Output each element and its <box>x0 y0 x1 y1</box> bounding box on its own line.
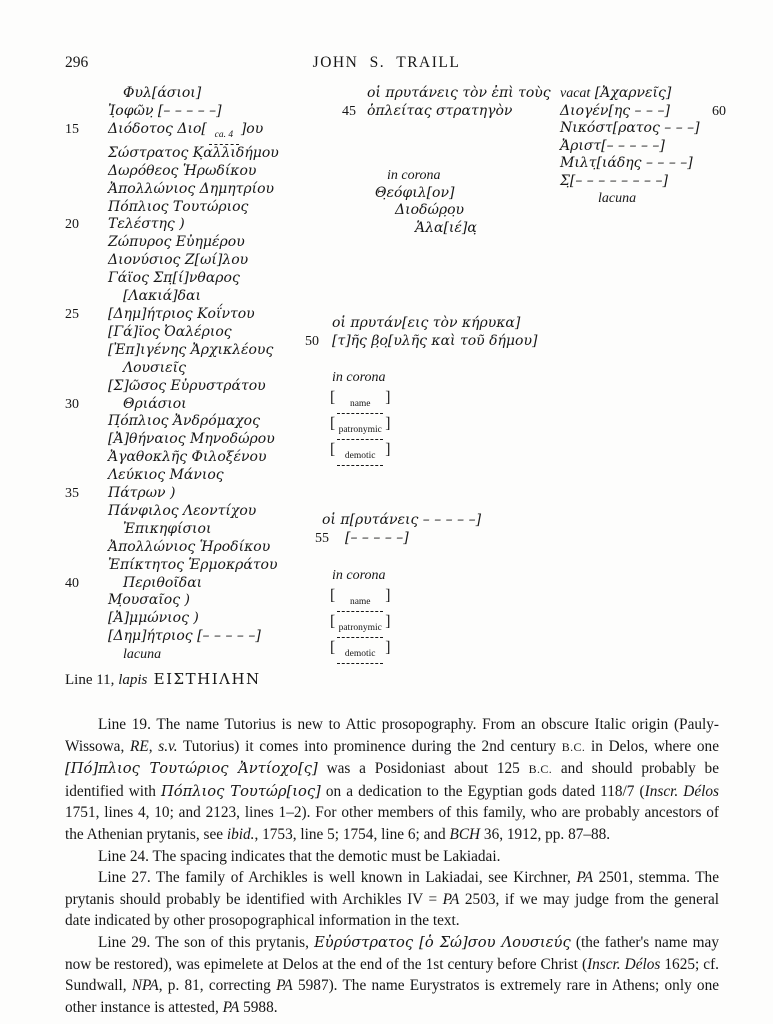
inscription-line <box>65 485 327 503</box>
commentary-paragraph-line-19 <box>65 714 719 846</box>
inscription-line <box>65 360 327 378</box>
text-segment: ]ου <box>240 120 264 137</box>
line-text <box>123 646 327 664</box>
line-number: 30 <box>65 396 79 412</box>
text-segment: , p. 81, correcting <box>158 977 277 995</box>
text-segment: Line 19. The name Tutorius is new to Attic prosopography. From an obscure Italic origin (Pauly-Wissowa, <box>65 716 719 755</box>
inscription-lines-left <box>65 85 327 664</box>
line-text <box>560 138 772 156</box>
text-segment: Ἐπικηφίσιοι <box>123 520 212 537</box>
heading-hoplite-general <box>305 85 551 120</box>
text-segment: 2503, if we may judge from the general date indicated by other prosopographical information in the text. <box>65 890 719 930</box>
commentary-paragraph-line-29 <box>65 932 719 1018</box>
line-text <box>108 145 327 163</box>
line-text <box>108 199 327 217</box>
inscription-line <box>305 530 543 548</box>
inscription-line <box>560 155 772 173</box>
inscription-line <box>305 368 543 388</box>
bracket-stack-annotation <box>337 598 383 612</box>
inscription-line <box>65 181 327 199</box>
text-segment: Ἁλα[ιέ]α̣ <box>415 219 477 236</box>
apparatus-note-line-11 <box>65 670 327 689</box>
inscription-line <box>65 103 327 121</box>
line-text <box>332 566 543 586</box>
stack-label: patronymic <box>338 623 382 634</box>
text-segment: Σ̣[– – – – – – – –] <box>560 172 668 189</box>
line-number: 15 <box>65 121 79 137</box>
inscription-line <box>65 378 327 396</box>
heading-prytaneis-third <box>305 512 543 547</box>
text-segment: in corona <box>332 568 386 583</box>
text-segment: Μιλτ̣[ιάδης – – – –] <box>560 155 693 171</box>
inscription-line <box>65 431 327 449</box>
inscription-line <box>560 120 772 138</box>
text-segment: [– – – – –] <box>345 529 409 546</box>
inscription-line <box>305 315 543 333</box>
text-segment: Μ̣ουσαῖος ) <box>108 592 190 609</box>
stack-dashes <box>337 659 383 664</box>
text-segment: PA <box>442 890 460 908</box>
inscription-line <box>65 592 327 610</box>
line-text <box>108 216 327 234</box>
inscription-line <box>65 288 327 306</box>
text-segment: Περιθοῖδαι <box>123 574 203 591</box>
line-number-right: 60 <box>712 103 726 119</box>
line-text <box>560 173 772 191</box>
line-text <box>123 360 327 378</box>
text-segment: 1625; cf. Sundwall, <box>65 955 719 995</box>
line-text <box>560 85 772 103</box>
line-text <box>395 202 543 220</box>
line-text <box>108 324 327 342</box>
inscription-line <box>65 610 327 628</box>
stack-dashes <box>337 461 383 466</box>
inscription-line <box>65 413 327 431</box>
text-segment: ibid. <box>226 825 255 843</box>
inscription-line <box>65 252 327 270</box>
line-text <box>108 431 327 449</box>
line-number: 35 <box>65 486 79 502</box>
inscription-line <box>65 503 327 521</box>
text-segment: Ἀπολλώνιος Δημητρίου <box>108 180 275 197</box>
line-text <box>108 628 327 646</box>
text-segment: [ <box>330 441 336 459</box>
inscription-line <box>305 333 543 351</box>
text-segment: Line 27. The family of Archikles is well known in Lakiadai, see Kirchner, <box>98 869 577 887</box>
line-text <box>108 163 327 181</box>
text-segment: 1751, lines 4, 10; and 2123, lines 1–2). For other members of this family, who are probably ancestors of the Athenian prytanis, see <box>65 804 719 843</box>
line-text <box>108 103 327 121</box>
text-segment: , 1753, line 5; 1754, line 6; and <box>254 825 450 843</box>
text-segment: [Ἐπ]ιγένης Ἀρχικλέους <box>108 341 274 358</box>
line-text <box>108 539 327 557</box>
text-segment: [Γά]ϊος Ὀαλέριος <box>108 323 232 340</box>
inscription-line <box>65 575 327 593</box>
text-segment: B.C. <box>528 762 553 777</box>
inscription-line <box>65 467 327 485</box>
text-segment: Line 29. The son of this prytanis, <box>98 933 315 951</box>
bracket-stack-annotation <box>337 624 383 638</box>
inscription-line <box>65 342 327 360</box>
stack-label: name <box>349 597 371 608</box>
inscription-line <box>560 138 772 156</box>
line-number: 45 <box>342 103 356 119</box>
line-text <box>108 121 327 145</box>
text-segment: s.v. <box>158 737 178 755</box>
line-text <box>415 220 543 238</box>
text-segment: ] <box>385 415 391 433</box>
inscription-line <box>305 638 543 664</box>
inscription-line <box>65 306 327 324</box>
text-segment: (the father's name may now be restored), was epimelete at Delos at the end of the 1st century before Christ ( <box>65 933 719 973</box>
text-segment: [Ἀχαρνεῖς] <box>590 85 672 101</box>
line-text <box>330 586 543 612</box>
text-segment: [ <box>330 639 336 657</box>
line-text <box>330 612 543 638</box>
inscription-line <box>65 163 327 181</box>
inscription-line <box>560 103 772 121</box>
text-segment: [ <box>330 389 336 407</box>
text-segment: 5987). The name Eurystratos is extremely rare in Athens; only one other instance is attested, <box>65 977 720 1016</box>
line-text <box>108 557 327 575</box>
line-text <box>108 234 327 252</box>
text-segment: [Δημ]ήτριος Κοΐντου <box>108 305 255 322</box>
text-segment: [ <box>330 415 336 433</box>
text-segment: ὁπλείτας στρατηγὸν <box>367 102 513 119</box>
line-text <box>123 521 327 539</box>
inscription-line <box>305 440 543 466</box>
line-text <box>367 103 543 121</box>
inscription-line <box>65 396 327 414</box>
line-text <box>123 85 327 103</box>
text-segment: on a dedication to the Egyptian gods dated 118/7 ( <box>320 782 645 800</box>
commentary-section <box>65 714 719 1018</box>
text-segment: in corona <box>387 168 441 183</box>
text-segment: Π̣όπλιος Ἀνδρόμαχος <box>108 413 260 430</box>
inscription-column-middle <box>305 85 551 705</box>
inscription-line <box>65 121 327 145</box>
line-number: 55 <box>315 530 329 546</box>
inscription-line <box>305 202 543 220</box>
text-segment: ] <box>385 613 391 631</box>
text-segment: Ἰ̣οφῶν̣ [– – – – –] <box>108 102 222 119</box>
line-text <box>332 368 543 388</box>
line-text <box>330 440 543 466</box>
text-segment: in Delos, where one <box>585 737 719 755</box>
line-text <box>367 85 551 103</box>
text-segment: Λουσιεῖς <box>123 359 186 376</box>
inscription-line <box>560 85 772 103</box>
text-segment: B.C. <box>561 739 586 754</box>
text-segment: PA <box>276 977 293 995</box>
text-segment: [ <box>330 587 336 605</box>
text-segment: ] <box>385 639 391 657</box>
text-segment: Διογέν[ης – – –] <box>560 102 670 119</box>
inscription-line <box>65 216 327 234</box>
line-number: 40 <box>65 575 79 591</box>
commentary-paragraph-line-27 <box>65 867 719 932</box>
inscription-line <box>65 521 327 539</box>
text-segment: [Πό]πλιος Τουτώριος Ἀντίοχο[ς] <box>65 760 318 778</box>
stack-label: demotic <box>344 649 376 660</box>
line-text <box>108 610 327 628</box>
stack-label: ca. 4 <box>214 129 234 140</box>
text-segment: Πόπλιος Τουτώρ[ιος] <box>160 782 321 800</box>
inscription-line <box>305 220 543 238</box>
text-segment: Line 11, <box>65 672 119 689</box>
inscription-line <box>65 199 327 217</box>
line-text <box>108 449 327 467</box>
running-head: JOHN S. TRAILL <box>312 54 461 71</box>
inscription-line <box>305 612 543 638</box>
text-segment: Ἀγαθοκλῆς Φιλοξένου <box>108 449 267 466</box>
corona-block-3 <box>305 566 543 664</box>
text-segment: [Ἀ]θήναιος Μηνοδώρου <box>108 431 275 448</box>
text-segment: Πόπλιος Τουτώριος <box>108 198 249 215</box>
commentary-paragraph-line-24 <box>65 846 719 868</box>
inscription-line <box>65 234 327 252</box>
line-number: 50 <box>305 333 319 349</box>
text-segment: vacat <box>560 86 591 101</box>
line-text <box>560 103 772 121</box>
line-text <box>108 270 327 288</box>
text-segment: [Σ]ῶσος Εὐρυστράτου <box>108 377 266 394</box>
line-text <box>108 342 327 360</box>
line-text <box>108 467 327 485</box>
line-text <box>123 288 327 306</box>
text-segment: οἱ πρυτάν[εις τὸν κήρυκα] <box>332 315 521 331</box>
text-segment: Διονύσιος Ζ[ωί]λου <box>108 252 249 269</box>
line-text <box>123 396 327 414</box>
text-segment: Ἀπολλώνιος Ἡροδίκου <box>108 538 271 555</box>
text-segment: Tutorius) it comes into prominence during the 2nd century <box>177 737 562 755</box>
text-segment: in corona <box>332 370 386 385</box>
text-segment: Θριάσιοι <box>123 395 187 412</box>
text-segment: Inscr. Délos <box>587 955 661 973</box>
page-number: 296 <box>65 54 89 71</box>
text-segment: Θ̣εόφιλ[ον] <box>375 184 455 201</box>
text-segment: Line 24. The spacing indicates that the demotic must be Lakiadai. <box>98 847 501 865</box>
text-segment: Εὐρύστρατος [ὁ Σώ]σου Λουσιεύς <box>314 933 571 951</box>
inscription-line <box>65 449 327 467</box>
text-segment: , <box>148 737 159 755</box>
text-segment: 36, 1912, pp. 87–88. <box>480 825 611 843</box>
text-segment: [Λακιά]δαι <box>123 288 201 305</box>
text-segment: [Ἀ]μμώνιος ) <box>108 610 199 627</box>
text-segment: Inscr. Délos <box>644 782 719 800</box>
line-text <box>108 306 327 324</box>
line-text <box>387 167 543 185</box>
line-text <box>330 638 543 664</box>
line-text <box>332 333 543 351</box>
line-text <box>598 190 772 208</box>
line-text <box>332 315 543 333</box>
bracket-stack-annotation <box>337 650 383 664</box>
text-segment: Ζώπυρος Εὐημέρου <box>108 234 245 251</box>
heading-herald-of-boule <box>305 315 543 350</box>
line-number: 20 <box>65 217 79 233</box>
inscription-line <box>305 185 543 203</box>
line-text <box>108 181 327 199</box>
text-segment: PA <box>576 869 594 887</box>
inscription-line <box>65 539 327 557</box>
text-segment: Διόδοτος Διο[ <box>108 120 207 137</box>
text-segment: ] <box>385 441 391 459</box>
inscription-line <box>560 173 772 191</box>
bracket-stack-annotation <box>337 426 383 440</box>
inscription-line <box>65 85 327 103</box>
corona-block-2 <box>305 368 543 466</box>
inscription-line <box>65 324 327 342</box>
line-text <box>375 185 543 203</box>
inscription-line <box>305 103 543 121</box>
text-segment: 2501, stemma. The prytanis should probably be identified with Archikles IV = <box>65 869 719 908</box>
text-segment: Γάϊος Σπ̣[ί]νθαρος <box>108 270 240 287</box>
line-text <box>330 388 543 414</box>
text-segment: Νικόστ[ρατος – – –] <box>560 120 700 136</box>
text-segment: [ <box>330 613 336 631</box>
line-text <box>108 503 327 521</box>
line-text <box>108 413 327 431</box>
text-segment: ] <box>385 587 391 605</box>
line-text <box>123 575 327 593</box>
text-segment: Πάνφιλος Λεοντίχου <box>108 502 257 519</box>
text-segment: PA <box>222 998 240 1016</box>
text-segment: BCH <box>449 825 481 843</box>
line-text <box>560 120 772 138</box>
line-text <box>108 378 327 396</box>
text-segment: οἱ π[ρυτάνεις – – – – –] <box>322 512 482 528</box>
text-segment: Λεύκιος Μάνιος <box>108 467 224 484</box>
text-segment: [τ]ῆς β̣ο̣[υλῆς καὶ τοῦ δήμου] <box>332 332 538 349</box>
inscription-line <box>305 414 543 440</box>
text-segment: Τελέστης ) <box>108 216 185 233</box>
text-segment: Φυλ[άσιοι] <box>123 85 202 101</box>
inscription-line <box>65 270 327 288</box>
inscription-line <box>65 628 327 646</box>
inscription-line <box>65 145 327 163</box>
inscription-column-left <box>65 85 327 689</box>
text-segment: Σώστρατος Κ̣αλλιδήμου <box>108 144 279 161</box>
inscription-line <box>305 586 543 612</box>
stack-label: patronymic <box>338 425 382 436</box>
line-text <box>108 485 327 503</box>
line-text <box>560 155 772 173</box>
inscription-line <box>305 512 543 530</box>
text-segment: Διοδώρ̣ο̣υ <box>395 202 465 218</box>
line-text <box>108 592 327 610</box>
stack-label: demotic <box>344 451 376 462</box>
line-text <box>330 414 543 440</box>
line-number: 25 <box>65 306 79 322</box>
line-text <box>108 252 327 270</box>
inscription-line <box>305 388 543 414</box>
inscription-line <box>305 167 543 185</box>
inscription-line <box>305 85 551 103</box>
inscription-line <box>560 190 772 208</box>
text-segment: ] <box>385 389 391 407</box>
text-segment: lapis <box>118 672 148 689</box>
text-segment: Πάτρων ) <box>108 485 176 502</box>
text-segment: Ἀριστ[– – – – –] <box>560 137 665 154</box>
inscription-line <box>65 557 327 575</box>
text-segment: Δωρόθεος Ἡρωδίκου <box>108 162 257 179</box>
text-segment: 5988. <box>239 998 278 1016</box>
line-text <box>322 512 543 530</box>
line-text <box>345 530 543 548</box>
text-segment: ΕΙΣΤΗΙΛΗΝ <box>147 670 261 689</box>
bracket-stack-annotation <box>337 452 383 466</box>
inscription-lines-right <box>560 85 772 208</box>
text-segment: NPA <box>131 977 159 995</box>
text-segment: was a Posidoniast about 125 <box>317 760 529 778</box>
stack-label: name <box>349 399 371 410</box>
inscription-line <box>65 646 327 664</box>
text-segment: [Δημ]ήτριος [– – – – –] <box>108 628 261 645</box>
text-segment: lacuna <box>123 647 162 663</box>
text-segment: lacuna <box>598 191 637 206</box>
text-segment: and should probably be identified with <box>65 760 719 800</box>
text-segment: RE <box>130 737 149 755</box>
bracket-stack-annotation <box>337 400 383 414</box>
text-segment: οἱ πρυτάνεις τὸν ἐπὶ τοὺς <box>367 85 551 101</box>
inscription-line <box>305 566 543 586</box>
inscription-column-right <box>560 85 772 208</box>
corona-block-1 <box>305 167 543 237</box>
text-segment: Ἐπίκτητος Ἑρμοκράτου <box>108 556 278 573</box>
bracket-stack-annotation <box>209 131 239 145</box>
